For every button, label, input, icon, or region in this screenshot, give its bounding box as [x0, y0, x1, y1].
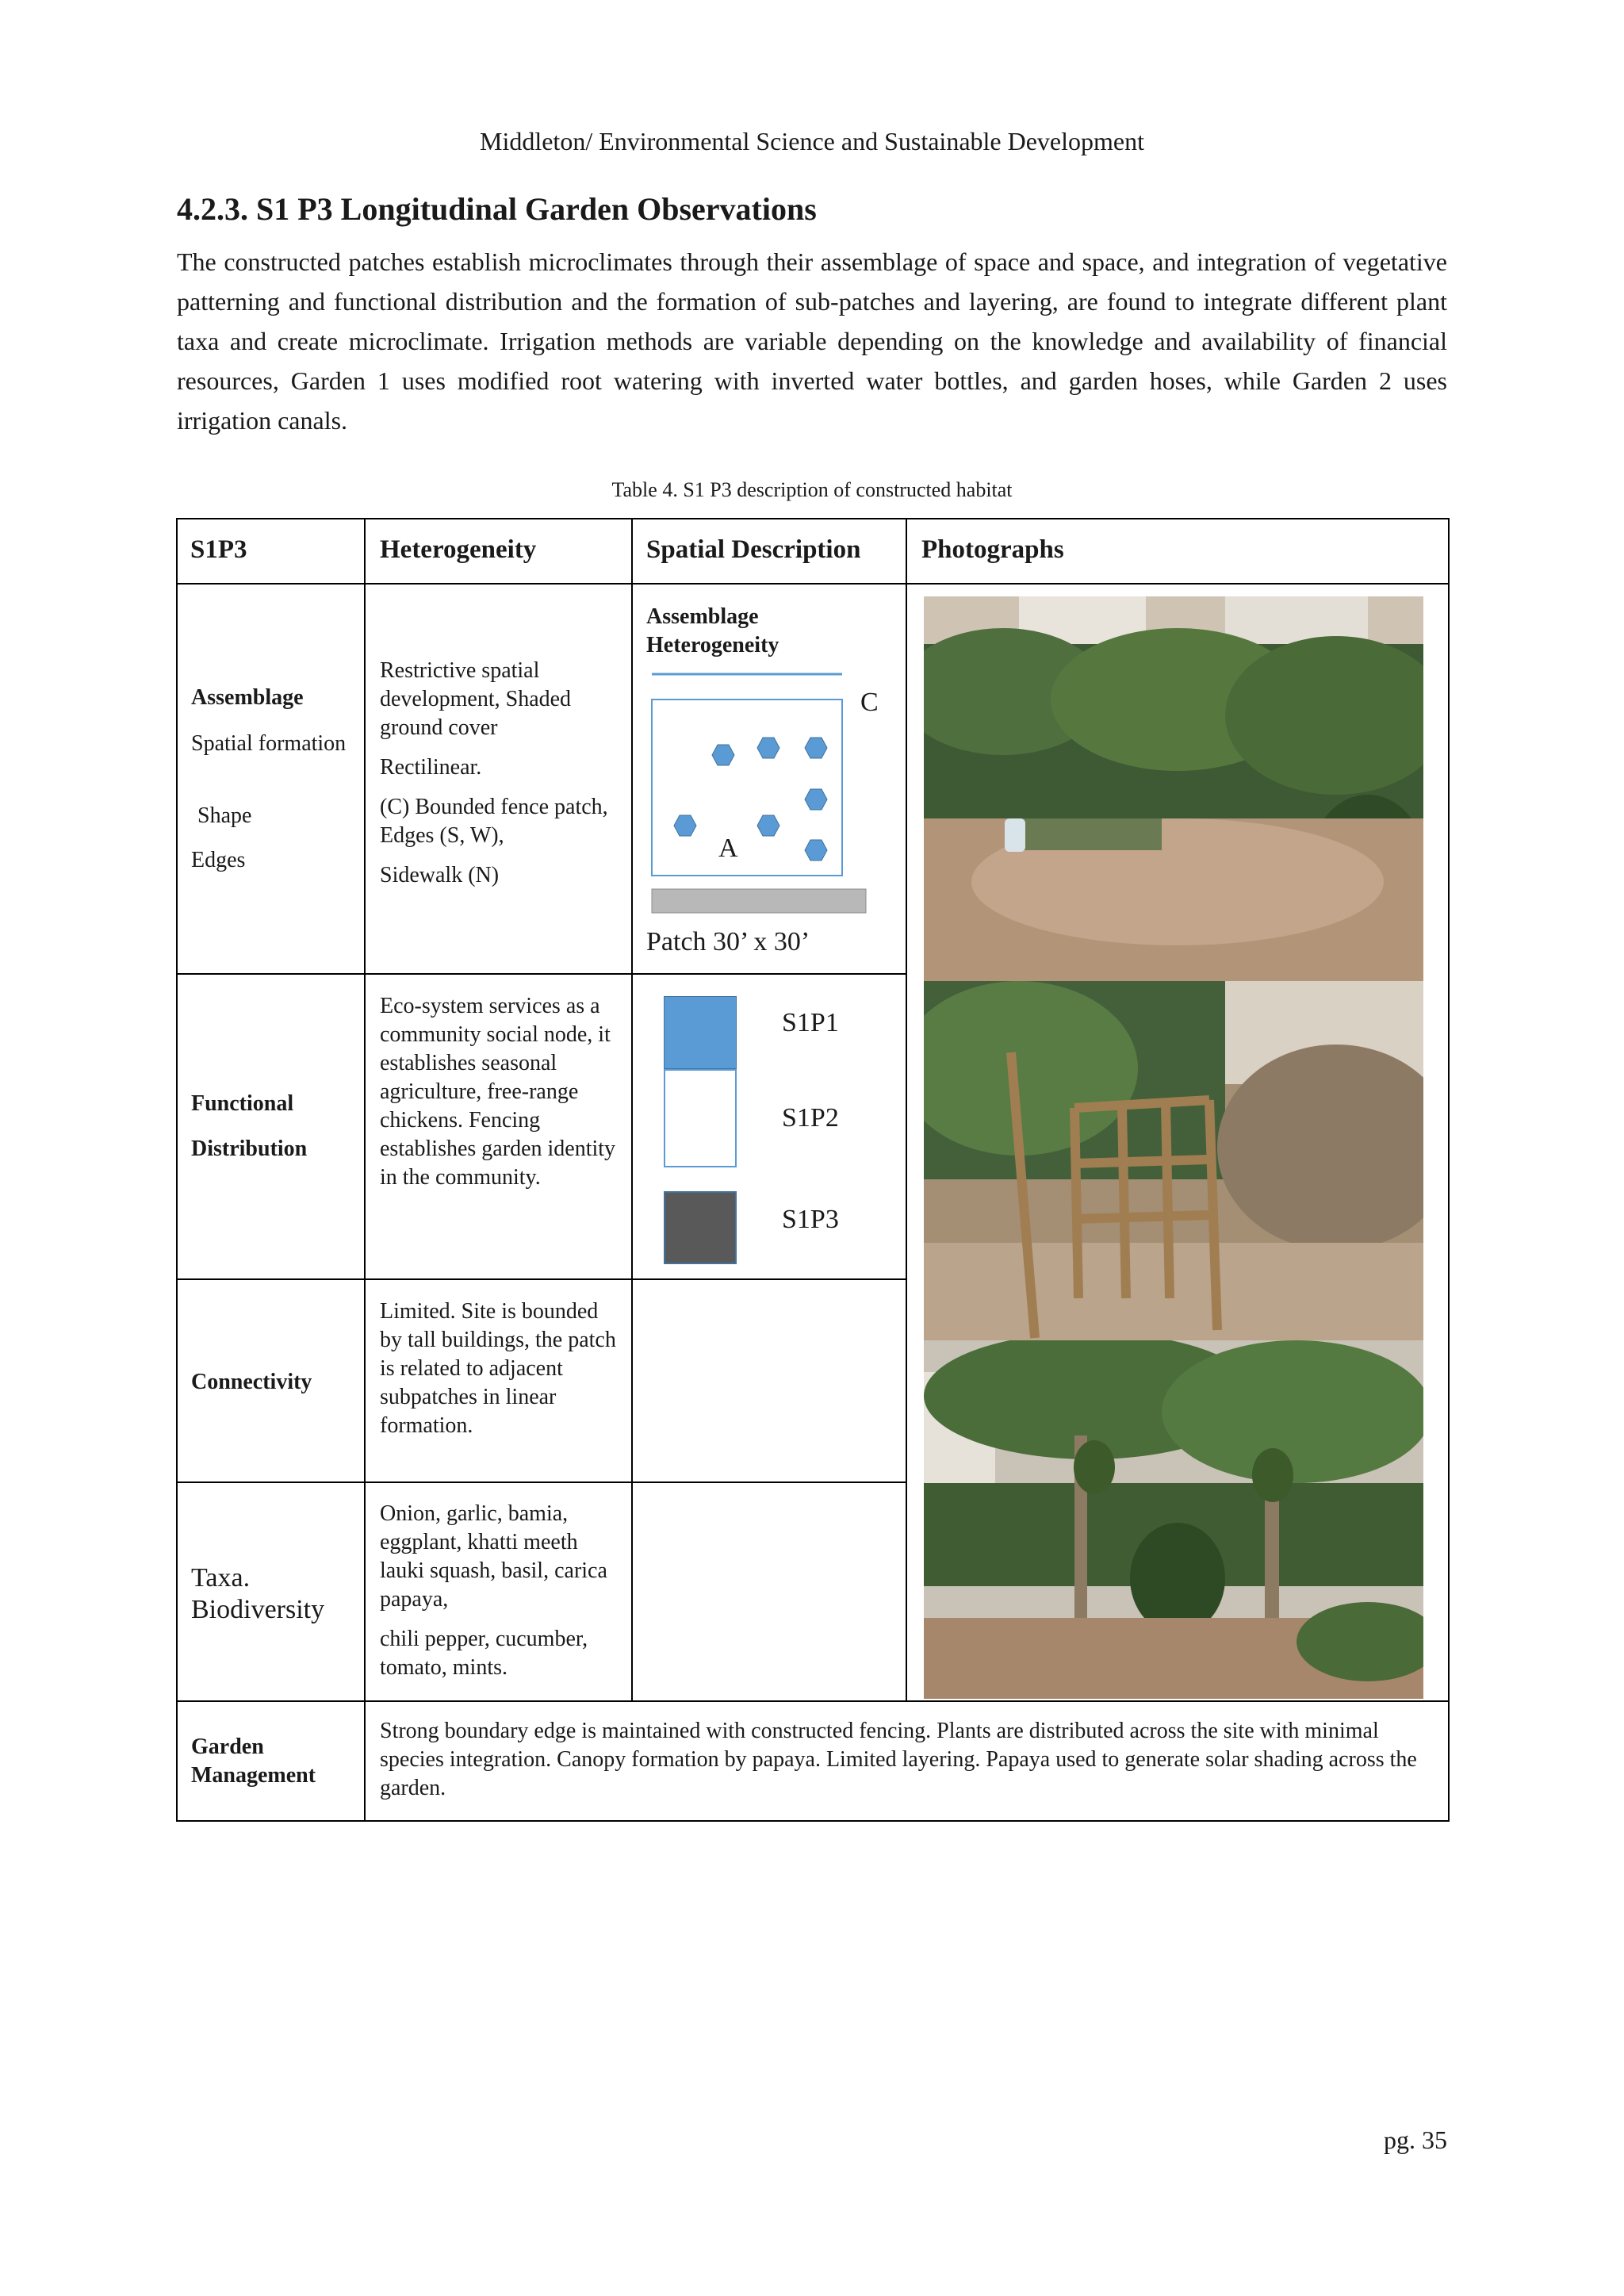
- col-header-heterogeneity: Heterogeneity: [380, 535, 537, 564]
- functional-heterogeneity: Eco-system services as a community social node, it establishes seasonal agriculture, free-range chickens. Fencing establishes garden identity in the community.: [380, 994, 616, 1190]
- sidewalk-bar: [652, 889, 866, 913]
- col-header-spatial-description: Spatial Description: [646, 535, 861, 564]
- assemblage-heterogeneity: Restrictive spatial development, Shaded ground cover Rectilinear. (C) Bounded fence patch, Edges (S, W), Sidewalk (N): [380, 658, 608, 887]
- taxa-heterogeneity: Onion, garlic, bamia, eggplant, khatti meeth lauki squash, basil, carica papaya, chili pepper, cucumber, tomato, mints.: [380, 1501, 607, 1680]
- connectivity-heterogeneity: Limited. Site is bounded by tall buildings, the patch is related to adjacent subpatches in linear formation.: [380, 1299, 616, 1438]
- col-header-s1p3: S1P3: [190, 535, 247, 564]
- diagram-label-a: A: [718, 834, 738, 863]
- running-header: Middleton/ Environmental Science and Sustainable Development: [479, 127, 1144, 155]
- section-title: 4.2.3. S1 P3 Longitudinal Garden Observations: [177, 191, 817, 227]
- diagram-title: Assemblage Heterogeneity: [646, 604, 779, 657]
- legend-swatch-s1p1: [664, 996, 737, 1069]
- page-number: pg. 35: [1384, 2125, 1447, 2154]
- row-label-distribution: Distribution: [191, 1137, 308, 1161]
- row-label-spatial-formation: Spatial formation: [191, 731, 347, 756]
- row-label-functional: Functional: [191, 1091, 294, 1116]
- diagram-patch-size: Patch 30’ x 30’: [646, 927, 810, 956]
- legend-label-s1p3: S1P3: [782, 1205, 839, 1234]
- garden-management-text: Strong boundary edge is maintained with constructed fencing. Plants are distributed across the site with minimal species integration. Canopy formation by papaya. Limited layering. Papaya used to generate solar shading across the garden.: [380, 1719, 1417, 1800]
- legend-label-s1p2: S1P2: [782, 1103, 839, 1133]
- row-label-taxa: Taxa. Biodiversity: [191, 1563, 325, 1624]
- legend-swatch-s1p2: [664, 1069, 737, 1167]
- legend-label-s1p1: S1P1: [782, 1008, 839, 1037]
- row-label-shape: Shape: [197, 803, 252, 828]
- garden-photo-1: [924, 596, 1423, 981]
- col-header-photographs: Photographs: [921, 535, 1064, 564]
- diagram-label-c: C: [860, 688, 879, 717]
- row-label-edges: Edges: [191, 848, 246, 872]
- table-caption: Table 4. S1 P3 description of constructed habitat: [611, 478, 1013, 501]
- legend-swatch-s1p3: [664, 1191, 737, 1264]
- row-label-connectivity: Connectivity: [191, 1370, 312, 1394]
- garden-photo-3: [924, 1340, 1423, 1699]
- row-label-assemblage: Assemblage: [191, 685, 304, 710]
- intro-paragraph: The constructed patches establish microclimates through their assemblage of space and space, and integration of vegetative patterning and functional distribution and the formation of sub-patches and layering, are found to integrate different plant taxa and create microclimate. Irrigation methods are variable depending on the knowledge and availability of financial resources, Garden 1 uses modified root watering with inverted water bottles, and garden hoses, while Garden 2 uses irrigation canals.: [177, 247, 1447, 435]
- row-label-garden-management: Garden Management: [191, 1734, 316, 1788]
- garden-photo-2: [924, 981, 1423, 1340]
